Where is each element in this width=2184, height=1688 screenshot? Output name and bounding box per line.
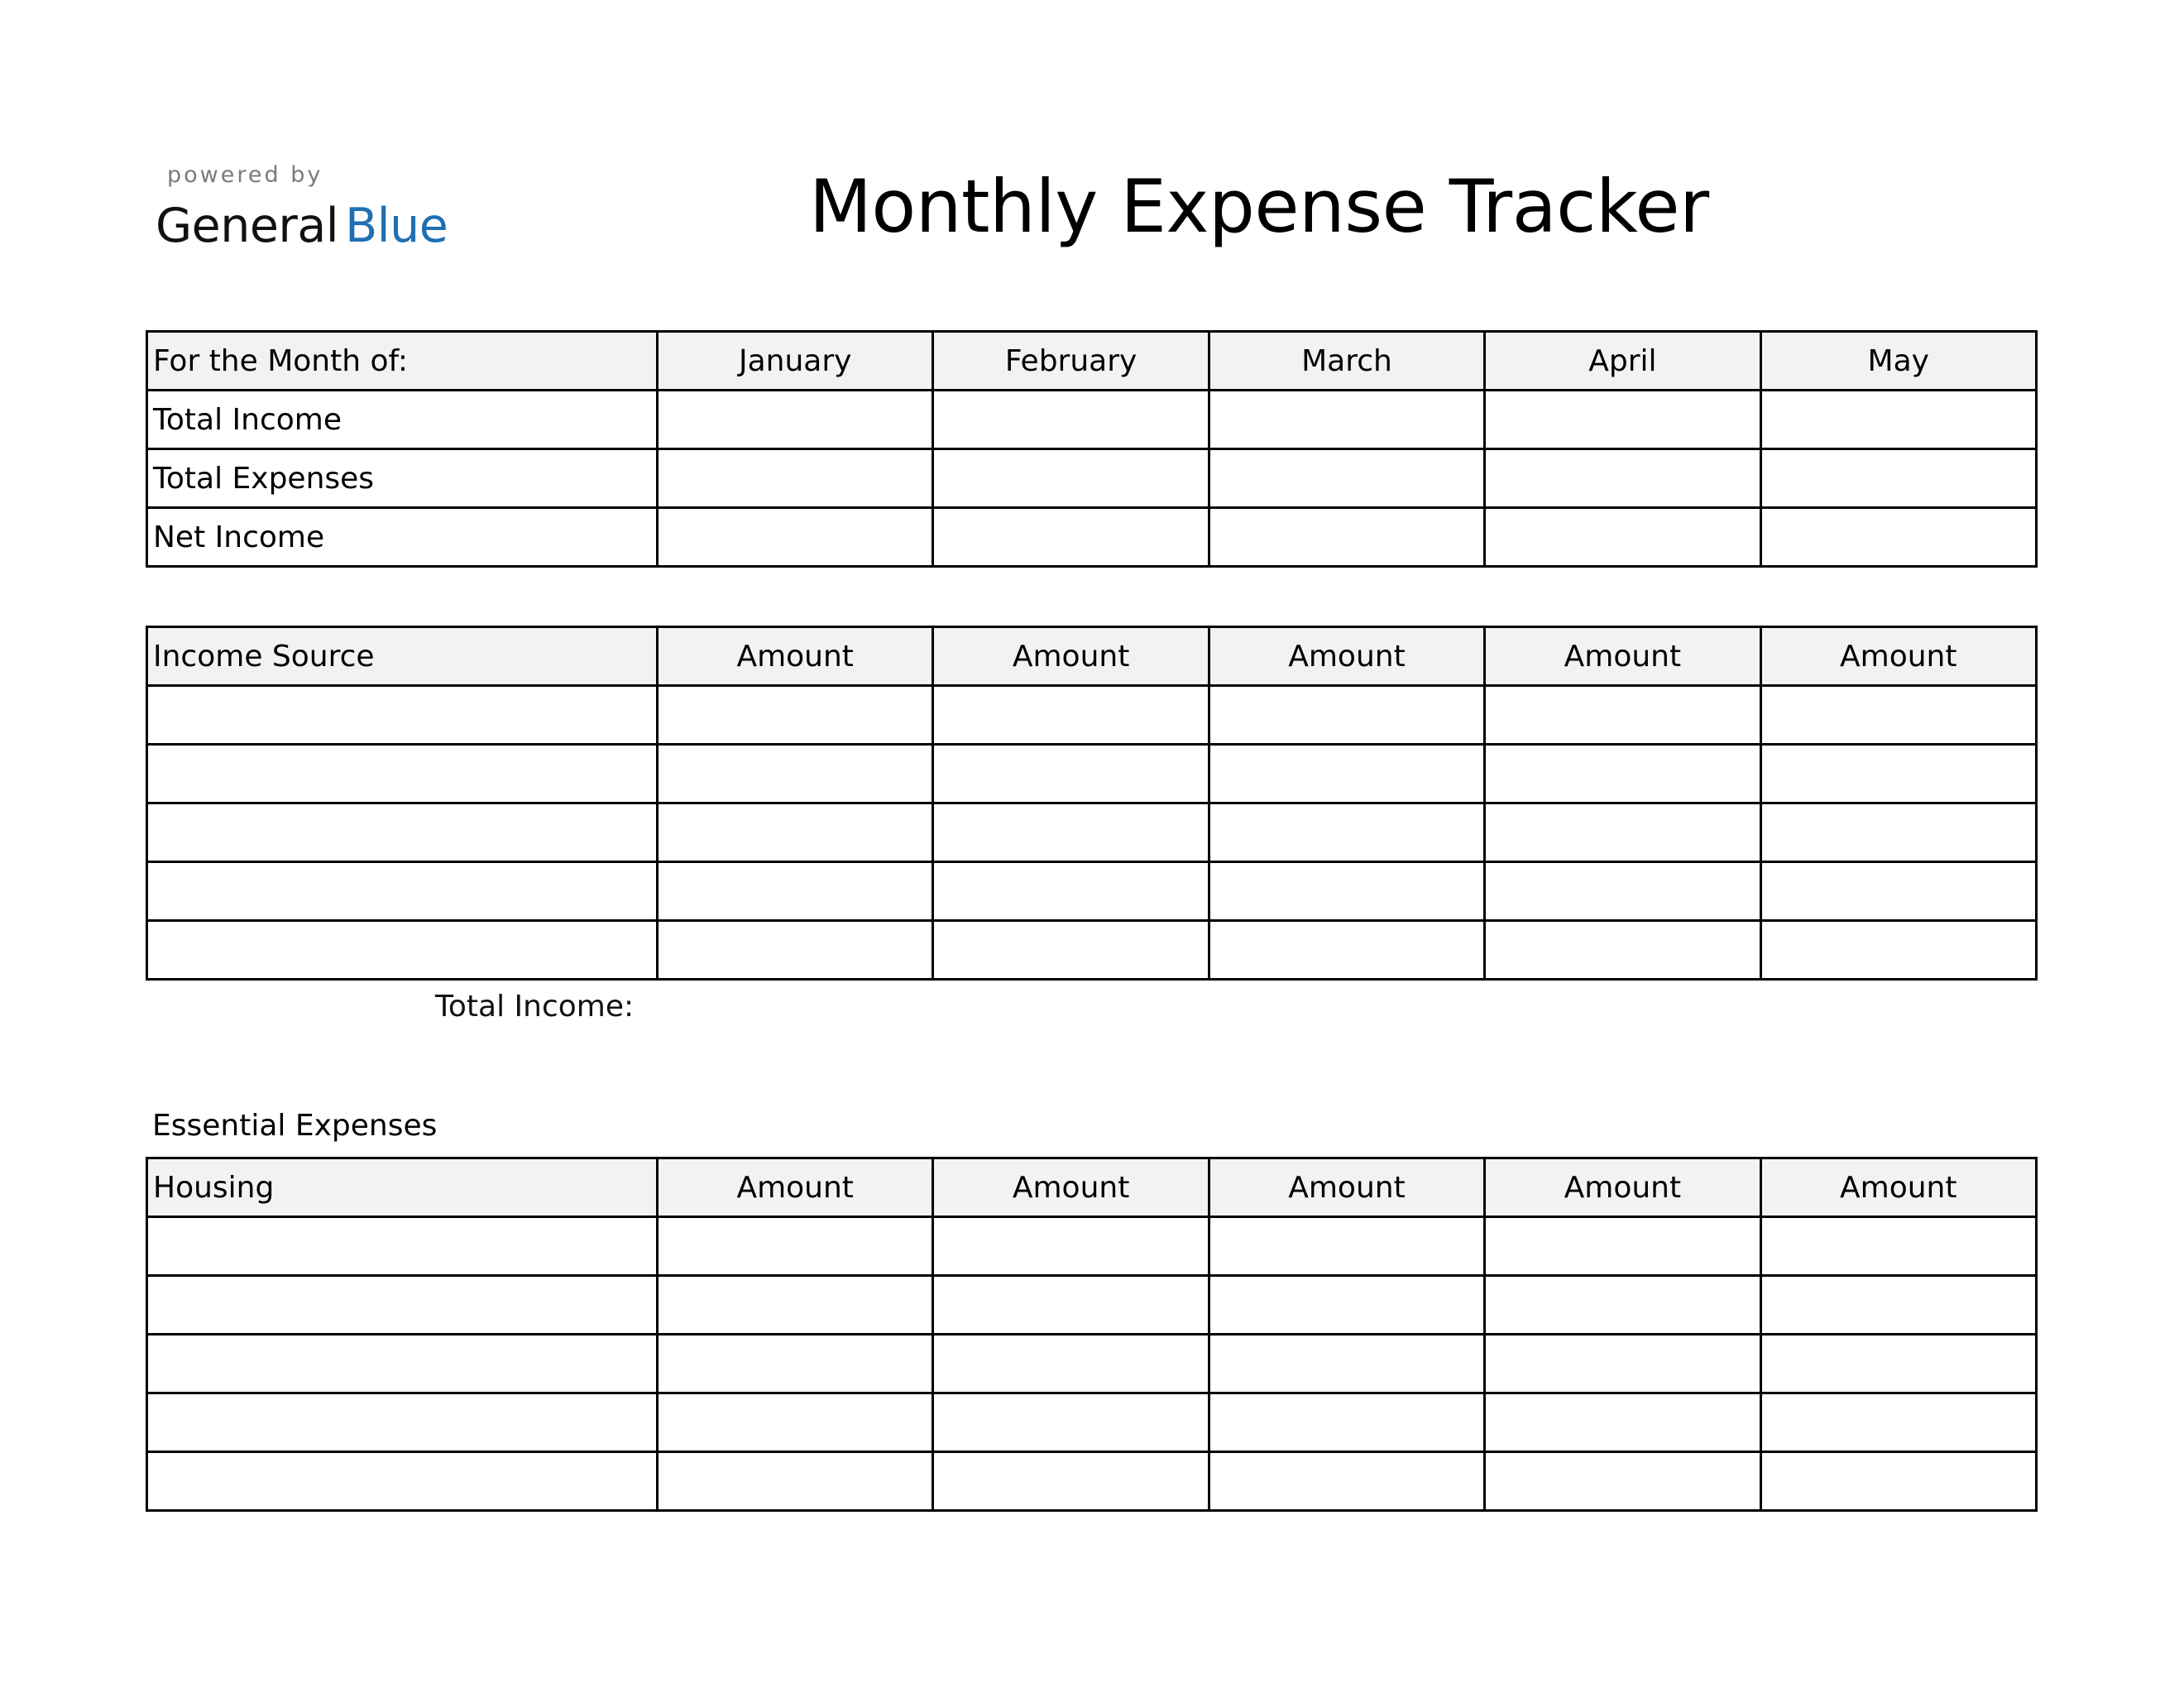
page-title: Monthly Expense Tracker — [809, 164, 1709, 249]
input-cell[interactable] — [1209, 803, 1484, 862]
input-cell[interactable] — [1485, 803, 1760, 862]
input-cell[interactable] — [933, 1393, 1209, 1452]
input-cell[interactable] — [1760, 1276, 2036, 1335]
input-cell[interactable] — [1760, 921, 2036, 980]
input-cell[interactable] — [1209, 745, 1484, 803]
table-row — [147, 686, 2037, 745]
input-cell[interactable] — [658, 1217, 933, 1276]
summary-header-cell: For the Month of: — [147, 332, 658, 391]
input-cell[interactable] — [933, 1452, 1209, 1511]
description-cell[interactable] — [147, 1217, 658, 1276]
essential-expenses-table — [146, 1157, 2038, 1512]
table-row — [147, 745, 2037, 803]
input-cell[interactable] — [658, 686, 933, 745]
input-cell[interactable] — [658, 862, 933, 921]
input-cell[interactable] — [658, 1335, 933, 1393]
month-header-cell: April — [1485, 332, 1760, 391]
essential-expenses-label: Essential Expenses — [152, 1109, 438, 1143]
input-cell[interactable] — [658, 449, 933, 508]
input-cell[interactable] — [1760, 1217, 2036, 1276]
input-cell[interactable] — [1760, 803, 2036, 862]
total-income-label: Total Income: — [435, 990, 635, 1024]
housing-header: Housing — [147, 1158, 658, 1217]
table-row — [147, 449, 2037, 508]
amount-header-cell: Amount — [1209, 627, 1484, 686]
input-cell[interactable] — [1209, 1335, 1484, 1393]
input-cell[interactable] — [933, 508, 1209, 567]
table-row — [147, 1276, 2037, 1335]
income-source-header: Income Source — [147, 627, 658, 686]
description-cell[interactable] — [147, 745, 658, 803]
description-cell[interactable] — [147, 1276, 658, 1335]
input-cell[interactable] — [658, 1276, 933, 1335]
amount-header-cell: Amount — [1485, 1158, 1760, 1217]
brand-wordmark — [156, 199, 448, 253]
input-cell[interactable] — [933, 862, 1209, 921]
table-row — [147, 803, 2037, 862]
table-row — [147, 1452, 2037, 1511]
input-cell[interactable] — [1209, 1393, 1484, 1452]
summary-header-row — [147, 332, 2037, 391]
input-cell[interactable] — [1485, 862, 1760, 921]
input-cell[interactable] — [1209, 921, 1484, 980]
input-cell[interactable] — [1209, 391, 1484, 449]
input-cell[interactable] — [658, 1393, 933, 1452]
input-cell[interactable] — [1485, 686, 1760, 745]
input-cell[interactable] — [1760, 1393, 2036, 1452]
input-cell[interactable] — [1760, 1452, 2036, 1511]
brand-blue: Blue — [345, 199, 448, 253]
income-table — [146, 626, 2038, 981]
table-row — [147, 391, 2037, 449]
input-cell[interactable] — [1485, 449, 1760, 508]
table-row — [147, 1335, 2037, 1393]
input-cell[interactable] — [933, 449, 1209, 508]
input-cell[interactable] — [1485, 1276, 1760, 1335]
amount-header-cell: Amount — [1760, 627, 2036, 686]
table-row — [147, 862, 2037, 921]
essential-header-row — [147, 1158, 2037, 1217]
row-label: Net Income — [147, 508, 658, 567]
input-cell[interactable] — [1760, 391, 2036, 449]
generalblue-logo — [156, 162, 448, 253]
month-header-cell: January — [658, 332, 933, 391]
input-cell[interactable] — [1485, 1217, 1760, 1276]
amount-header-cell: Amount — [658, 1158, 933, 1217]
input-cell[interactable] — [1485, 921, 1760, 980]
input-cell[interactable] — [1485, 1335, 1760, 1393]
table-row — [147, 1393, 2037, 1452]
input-cell[interactable] — [1760, 449, 2036, 508]
amount-header-cell: Amount — [658, 627, 933, 686]
input-cell[interactable] — [1485, 1452, 1760, 1511]
input-cell[interactable] — [1209, 449, 1484, 508]
description-cell[interactable] — [147, 1393, 658, 1452]
amount-header-cell: Amount — [1209, 1158, 1484, 1217]
input-cell[interactable] — [933, 921, 1209, 980]
input-cell[interactable] — [1760, 508, 2036, 567]
month-header-cell: March — [1209, 332, 1484, 391]
input-cell[interactable] — [1209, 862, 1484, 921]
input-cell[interactable] — [658, 391, 933, 449]
description-cell[interactable] — [147, 862, 658, 921]
table-row — [147, 1217, 2037, 1276]
input-cell[interactable] — [1209, 1217, 1484, 1276]
month-header-cell: May — [1760, 332, 2036, 391]
description-cell[interactable] — [147, 1335, 658, 1393]
input-cell[interactable] — [933, 686, 1209, 745]
amount-header-cell: Amount — [933, 1158, 1209, 1217]
input-cell[interactable] — [658, 921, 933, 980]
input-cell[interactable] — [933, 745, 1209, 803]
input-cell[interactable] — [658, 745, 933, 803]
table-row — [147, 921, 2037, 980]
amount-header-cell: Amount — [1760, 1158, 2036, 1217]
row-label: Total Expenses — [147, 449, 658, 508]
input-cell[interactable] — [1209, 686, 1484, 745]
input-cell[interactable] — [1760, 862, 2036, 921]
summary-table — [146, 330, 2038, 568]
input-cell[interactable] — [933, 1276, 1209, 1335]
input-cell[interactable] — [1760, 1335, 2036, 1393]
input-cell[interactable] — [933, 803, 1209, 862]
description-cell[interactable] — [147, 921, 658, 980]
input-cell[interactable] — [658, 508, 933, 567]
input-cell[interactable] — [658, 1452, 933, 1511]
input-cell[interactable] — [658, 803, 933, 862]
description-cell[interactable] — [147, 686, 658, 745]
description-cell[interactable] — [147, 1452, 658, 1511]
input-cell[interactable] — [933, 391, 1209, 449]
amount-header-cell: Amount — [933, 627, 1209, 686]
input-cell[interactable] — [1485, 745, 1760, 803]
input-cell[interactable] — [1209, 508, 1484, 567]
input-cell[interactable] — [933, 1217, 1209, 1276]
amount-header-cell: Amount — [1485, 627, 1760, 686]
brand-general: General — [156, 199, 339, 253]
input-cell[interactable] — [1209, 1276, 1484, 1335]
input-cell[interactable] — [1760, 686, 2036, 745]
powered-by-label: powered by — [167, 162, 323, 188]
input-cell[interactable] — [1485, 391, 1760, 449]
row-label: Total Income — [147, 391, 658, 449]
input-cell[interactable] — [1209, 1452, 1484, 1511]
month-header-cell: February — [933, 332, 1209, 391]
table-row — [147, 508, 2037, 567]
input-cell[interactable] — [1485, 1393, 1760, 1452]
income-header-row — [147, 627, 2037, 686]
input-cell[interactable] — [1760, 745, 2036, 803]
input-cell[interactable] — [1485, 508, 1760, 567]
description-cell[interactable] — [147, 803, 658, 862]
input-cell[interactable] — [933, 1335, 1209, 1393]
